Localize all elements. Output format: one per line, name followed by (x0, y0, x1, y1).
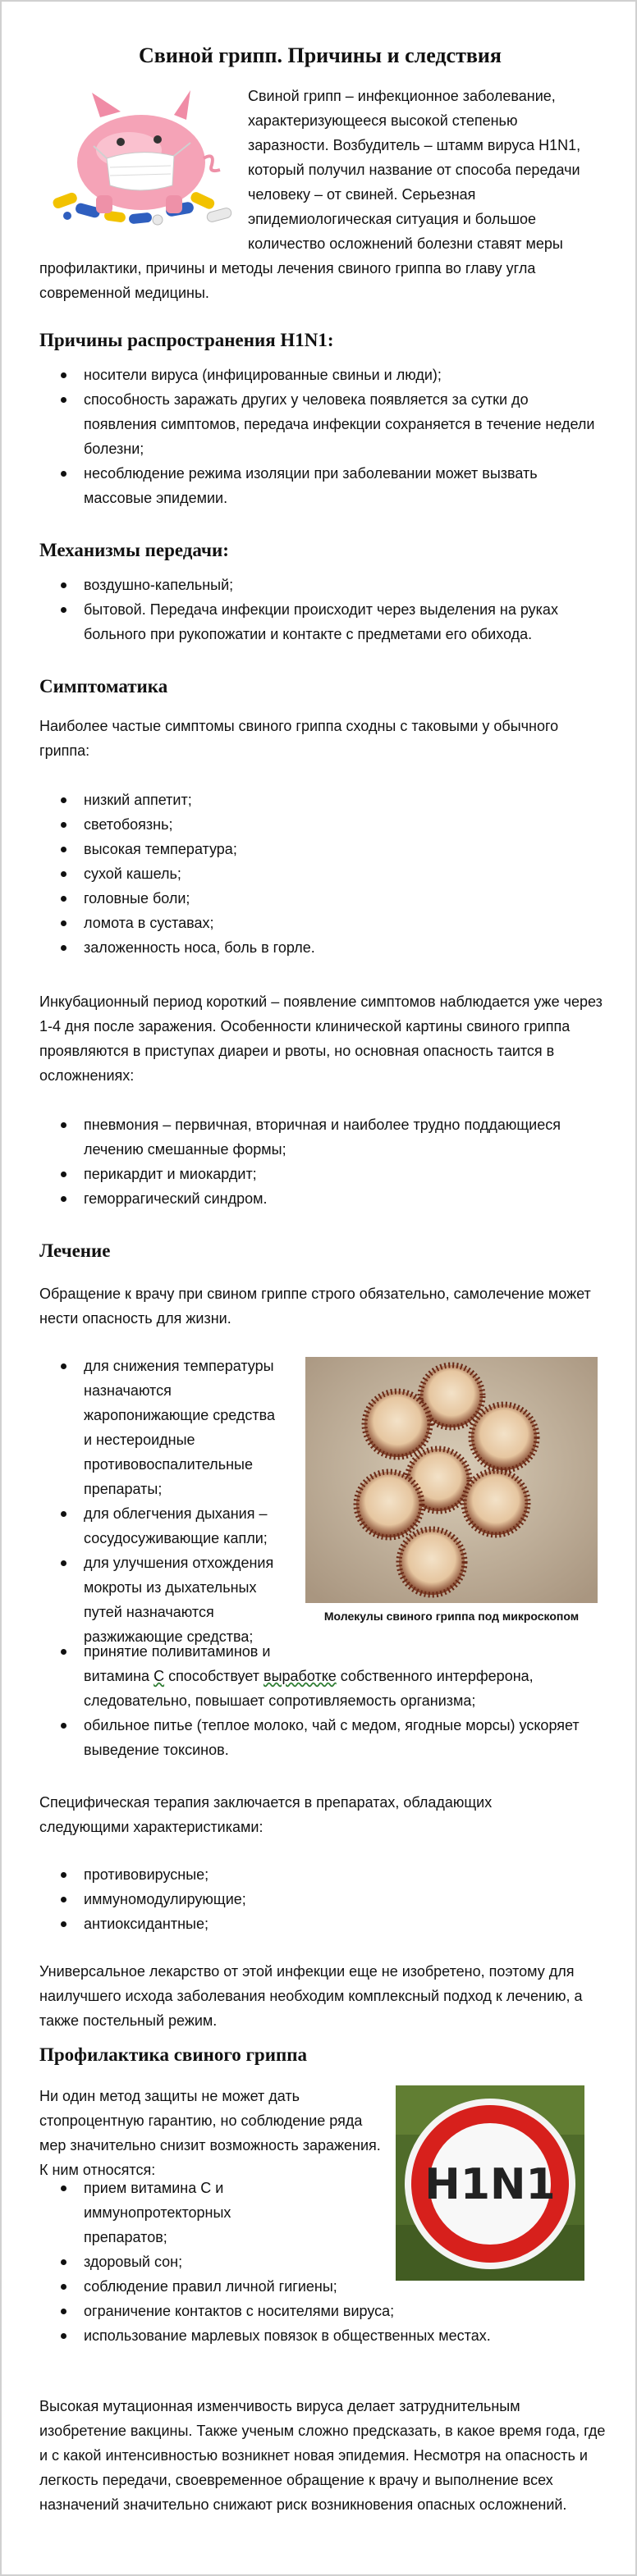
intro-line: профилактики, причины и методы лечения свиного гриппа во главу угла (39, 260, 536, 276)
vitamins-text: способствует (164, 1668, 264, 1684)
list-item: пневмония – первичная, вторичная и наиболее трудно поддающиеся лечению смешанные формы; (39, 1112, 598, 1162)
treatment-list-drink (39, 1713, 598, 1762)
virus-molecules-icon (305, 1357, 598, 1603)
specific-therapy-paragraph: Специфическая терапия заключается в препаратах, обладающих следующими характеристиками: (39, 1794, 493, 1835)
list-item: заложенность носа, боль в горле. (39, 935, 598, 960)
list-item: перикардит и миокардит; (39, 1162, 598, 1186)
vitamins-text: собственного интерферона, следовательно, повышает сопротивляемость организма; (84, 1668, 534, 1709)
transmission-heading: Механизмы передачи: (39, 540, 229, 560)
bullet-icon (61, 1649, 66, 1655)
list-item: ломота в суставах; (39, 911, 598, 935)
list-item: антиоксидантные; (39, 1911, 598, 1936)
list-item: использование марлевых повязок в общественных местах. (39, 2323, 598, 2348)
list-item: прием витамина С и иммунопротекторных препаратов; (39, 2176, 310, 2249)
list-item: противовирусные; (39, 1862, 598, 1887)
list-item: здоровый сон; (39, 2249, 598, 2274)
complications-list (39, 1112, 598, 1211)
incubation-paragraph: Инкубационный период короткий – появление симптомов наблюдается уже через 1-4 дня после заражения. Особенности клинической картины свиного гриппа проявляются в приступах диареи и рвоты, но основная опасность таится в осложнениях: (39, 993, 603, 1084)
pig-with-mask-illustration (43, 80, 240, 228)
intro-line: заразности. Возбудитель – штамм вируса H1N1, (248, 137, 581, 153)
list-item: бытовой. Передача инфекции происходит через выделения на руках больного при рукопожатии и контакте с предметами его обихода. (39, 597, 598, 646)
treatment-intro: Обращение к врачу при свином гриппе строго обязательно, самолечение может нести опасность для жизни. (39, 1286, 591, 1327)
list-item: несоблюдение режима изоляции при заболевании может вызвать массовые эпидемии. (39, 461, 598, 510)
intro-line: характеризующееся высокой степенью (248, 112, 518, 129)
intro-line: который получил название от способа передачи (248, 162, 580, 178)
causes-heading: Причины распространения H1N1: (39, 330, 334, 350)
pig-icon (43, 80, 240, 228)
causes-list (39, 363, 598, 510)
list-item: головные боли; (39, 886, 598, 911)
list-item: воздушно-капельный; (39, 573, 598, 597)
symptoms-heading: Симптоматика (39, 676, 168, 697)
list-item: светобоязнь; (39, 812, 598, 837)
list-item: ограничение контактов с носителями вируса; (39, 2299, 598, 2323)
intro-line: эпидемиологическая ситуация и большое (248, 211, 537, 227)
list-item: низкий аппетит; (39, 788, 598, 812)
vitamins-line: принятие поливитаминов и (84, 1643, 271, 1660)
list-item: иммуномодулирующие; (39, 1887, 598, 1911)
universal-paragraph: Универсальное лекарство от этой инфекции еще не изобретено, поэтому для наилучшего исхода заболевания необходим комплексный подход к лечению, а также постельный режим. (39, 1963, 583, 2029)
list-item: носители вируса (инфицированные свиньи и люди); (39, 363, 598, 387)
list-item: для снижения температуры назначаются жаропонижающие средства и нестероидные противовоспалительные препараты; (39, 1354, 286, 1501)
prevention-intro: Ни один метод защиты не может дать стопроцентную гарантию, но соблюдение ряда мер значительно снизит возможность заражения. К ним относятся: (39, 2088, 381, 2178)
prevention-list (39, 2176, 598, 2348)
list-item: для улучшения отхождения мокроты из дыхательных путей назначаются разжижающие средства; (39, 1551, 286, 1649)
symptoms-intro: Наиболее частые симптомы свиного гриппа сходны с таковыми у обычного гриппа: (39, 718, 559, 759)
vitamins-text: витамина (84, 1668, 154, 1684)
intro-line: современной медицины. (39, 285, 209, 301)
sign-label: H1N1 (424, 2160, 556, 2209)
list-item: сухой кашель; (39, 861, 598, 886)
vitamins-text: выработке (264, 1668, 337, 1684)
virus-microscope-image (305, 1357, 598, 1603)
intro-line: Свиной грипп – инфекционное заболевание, (248, 88, 556, 104)
list-item: для облегчения дыхания – сосудосуживающие капли; (39, 1501, 286, 1551)
vitamins-line (84, 1664, 598, 1713)
image-caption: Молекулы свиного гриппа под микроскопом (323, 1610, 580, 1623)
list-item: геморрагический синдром. (39, 1186, 598, 1211)
list-item: высокая температура; (39, 837, 598, 861)
symptoms-list (39, 788, 598, 960)
drug-list (39, 1862, 598, 1936)
list-item: соблюдение правил личной гигиены; (39, 2274, 598, 2299)
conclusion-paragraph: Высокая мутационная изменчивость вируса делает затруднительным изобретение вакцины. Также ученым сложно предсказать, в какое время года, где и с какой интенсивностью возникнет новая эпидемия. Несмотря на опасность и легкость передачи, своевременное обращение к врачу и выполнение всех назначений значительно снижают риск возникновения опасных осложнений. (39, 2398, 606, 2513)
transmission-list (39, 573, 598, 646)
article-title: Свиной грипп. Причины и следствия (139, 43, 502, 67)
intro-line: человеку – от свиней. Серьезная (248, 186, 476, 203)
treatment-list-narrow (39, 1354, 286, 1649)
prevention-heading: Профилактика свиного гриппа (39, 2044, 307, 2065)
list-item: обильное питье (теплое молоко, чай с медом, ягодные морсы) ускоряет выведение токсинов. (39, 1713, 598, 1762)
treatment-heading: Лечение (39, 1240, 111, 1261)
vitamins-text: С (154, 1668, 165, 1684)
list-item: способность заражать других у человека появляется за сутки до появления симптомов, передача инфекции сохраняется в течение недели болезни; (39, 387, 598, 461)
intro-line: количество осложнений болезни ставят меры (248, 235, 563, 252)
